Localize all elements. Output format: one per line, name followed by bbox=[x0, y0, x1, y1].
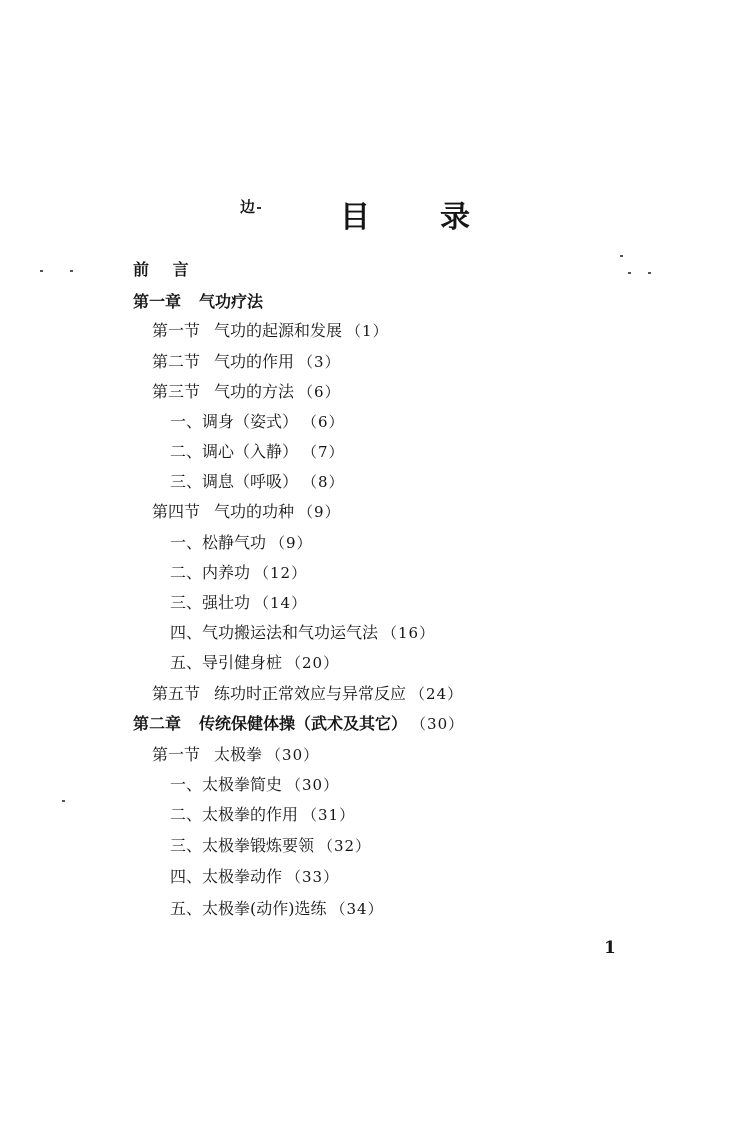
entry-prefix: 第五节 bbox=[152, 684, 201, 703]
entry-page: （8） bbox=[302, 473, 345, 491]
chapter-title: 传统保健体操（武术及其它） bbox=[199, 714, 408, 733]
entry-page: （12） bbox=[254, 564, 308, 582]
entry-page: （14） bbox=[254, 594, 308, 612]
entry-page: （7） bbox=[302, 443, 345, 461]
entry-prefix: 第四节 bbox=[152, 502, 201, 521]
entry-page: （6） bbox=[302, 413, 345, 431]
entry-title: 一、调身（姿式） bbox=[170, 412, 299, 431]
entry-page: （30） bbox=[266, 746, 320, 764]
entry-page: （30） bbox=[411, 715, 465, 733]
entry-prefix: 第二节 bbox=[152, 352, 201, 371]
entry-title: 二、太极拳的作用 bbox=[170, 805, 299, 824]
entry-title: 五、太极拳(动作)选练 bbox=[170, 899, 327, 918]
entry-title: 一、松静气功 bbox=[170, 533, 267, 552]
entry-title: 气功的方法 bbox=[214, 382, 295, 401]
entry-prefix: 第一节 bbox=[152, 745, 201, 764]
preface-char-1: 前 bbox=[133, 260, 150, 279]
entry-page: （3） bbox=[298, 353, 341, 371]
entry-page: （16） bbox=[382, 624, 436, 642]
entry-title: 四、太极拳动作 bbox=[170, 867, 283, 886]
chapter-title: 气功疗法 bbox=[199, 292, 264, 311]
entry-title: 三、太极拳锻炼要领 bbox=[170, 836, 315, 855]
entry-title: 二、内养功 bbox=[170, 563, 251, 582]
ink-dot bbox=[257, 207, 261, 209]
entry-page: （20） bbox=[286, 654, 340, 672]
entry-page: （9） bbox=[270, 534, 313, 552]
entry-page: （6） bbox=[298, 383, 341, 401]
entry-title: 三、强壮功 bbox=[170, 593, 251, 612]
entry-title: 二、调心（入静） bbox=[170, 442, 299, 461]
entry-page: （34） bbox=[330, 900, 384, 918]
entry-page: （1） bbox=[346, 322, 389, 340]
entry-page: （24） bbox=[410, 685, 464, 703]
entry-prefix: 第一节 bbox=[152, 321, 201, 340]
entry-title: 气功的作用 bbox=[214, 352, 295, 371]
chapter-prefix: 第一章 bbox=[133, 292, 182, 311]
entry-page: （33） bbox=[286, 868, 340, 886]
preface-char-2: 言 bbox=[172, 260, 189, 279]
page-title bbox=[340, 192, 470, 236]
entry-title: 五、导引健身桩 bbox=[170, 653, 283, 672]
entry-page: （30） bbox=[286, 776, 340, 794]
entry-title: 气功的起源和发展 bbox=[214, 321, 343, 340]
ink-mark: 边 bbox=[240, 198, 256, 216]
chapter-prefix: 第二章 bbox=[133, 714, 182, 733]
entry-title: 三、调息（呼吸） bbox=[170, 472, 299, 491]
entry-page: （31） bbox=[302, 806, 356, 824]
title-char-1: 目 bbox=[340, 200, 370, 235]
page-number: 1 bbox=[604, 938, 616, 958]
entry-page: （9） bbox=[298, 503, 341, 521]
entry-title: 一、太极拳简史 bbox=[170, 775, 283, 794]
entry-title: 四、气功搬运法和气功运气法 bbox=[170, 623, 379, 642]
entry-title: 练功时正常效应与异常反应 bbox=[214, 684, 407, 703]
entry-title: 气功的功种 bbox=[214, 502, 295, 521]
title-char-2: 录 bbox=[440, 200, 470, 235]
entry-page: （32） bbox=[318, 837, 372, 855]
entry-prefix: 第三节 bbox=[152, 382, 201, 401]
entry-title: 太极拳 bbox=[214, 745, 263, 764]
